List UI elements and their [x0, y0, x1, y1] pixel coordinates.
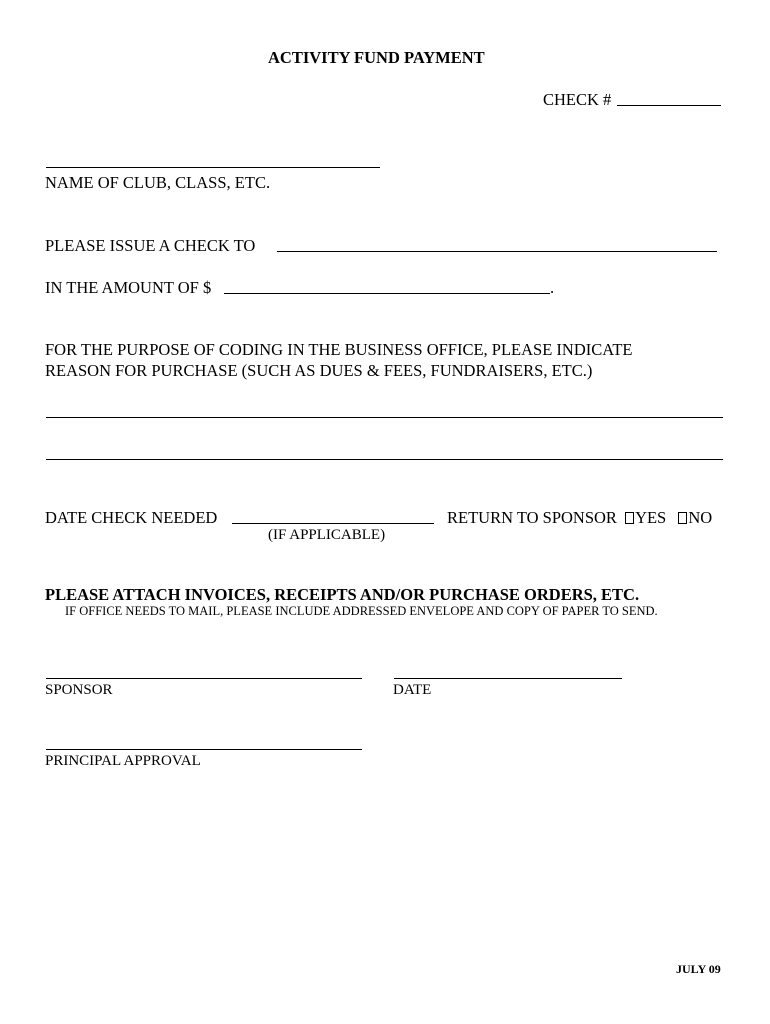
- amount-label: IN THE AMOUNT OF $: [45, 278, 212, 297]
- principal-signature-field[interactable]: [46, 749, 362, 750]
- principal-approval-label: PRINCIPAL APPROVAL: [45, 753, 201, 769]
- sponsor-signature-field[interactable]: [46, 678, 362, 679]
- yes-checkbox[interactable]: [625, 512, 634, 524]
- club-name-label: NAME OF CLUB, CLASS, ETC.: [45, 173, 271, 192]
- attach-heading: PLEASE ATTACH INVOICES, RECEIPTS AND/OR PURCHASE ORDERS, ETC.: [45, 585, 640, 604]
- if-applicable-note: (IF APPLICABLE): [268, 527, 386, 543]
- date-needed-field[interactable]: [232, 523, 434, 524]
- return-to-sponsor-group: [447, 508, 712, 528]
- mail-note: IF OFFICE NEEDS TO MAIL, PLEASE INCLUDE ADDRESSED ENVELOPE AND COPY OF PAPER TO SEND.: [65, 604, 658, 618]
- payee-field[interactable]: [277, 251, 717, 252]
- date-signature-field[interactable]: [394, 678, 622, 679]
- check-number-field[interactable]: [617, 105, 721, 106]
- no-label: NO: [688, 508, 713, 527]
- payee-label: PLEASE ISSUE A CHECK TO: [45, 236, 256, 255]
- purpose-field-line2[interactable]: [46, 459, 723, 460]
- amount-field[interactable]: [224, 293, 550, 294]
- purpose-instruction-line1: FOR THE PURPOSE OF CODING IN THE BUSINESS OFFICE, PLEASE INDICATE: [45, 340, 633, 359]
- purpose-instruction-line2: REASON FOR PURCHASE (SUCH AS DUES & FEES, FUNDRAISERS, ETC.): [45, 361, 593, 380]
- club-name-field[interactable]: [46, 167, 380, 168]
- amount-period: .: [550, 278, 555, 297]
- no-checkbox[interactable]: [678, 512, 687, 524]
- purpose-field-line1[interactable]: [46, 417, 723, 418]
- date-label: DATE: [393, 682, 432, 698]
- check-number-label: CHECK #: [543, 90, 612, 109]
- yes-label: YES: [635, 508, 667, 527]
- return-to-sponsor-label: RETURN TO SPONSOR: [447, 508, 617, 527]
- form-title: ACTIVITY FUND PAYMENT: [268, 48, 485, 67]
- sponsor-label: SPONSOR: [45, 682, 113, 698]
- revision-date: JULY 09: [676, 962, 721, 976]
- date-needed-label: DATE CHECK NEEDED: [45, 508, 218, 527]
